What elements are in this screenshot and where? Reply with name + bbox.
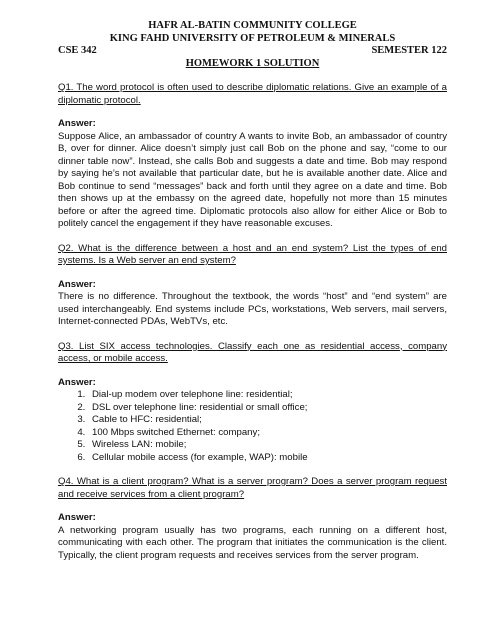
list-item: 4. 100 Mbps switched Ethernet: company;	[88, 427, 447, 440]
course-row	[58, 45, 447, 58]
answer-label-1: Answer:	[58, 118, 96, 129]
question-3: Q3. List SIX access technologies. Classify each one as residential access, company access, or mobile access.	[58, 340, 447, 364]
answer-4: A networking program usually has two programs, each running on a different host, communicating with each other. The program that initiates the communication is the client. Typically, the client program requests and receives services from the server program.	[58, 524, 447, 561]
course-code: CSE 342	[58, 45, 97, 56]
question-4: Q4. What is a client program? What is a server program? Does a server program request and receive services from a client program?	[58, 476, 447, 500]
answer-2: There is no difference. Throughout the textbook, the words “host” and “end system” are used interchangeably. End systems include PCs, workstations, Web servers, mail servers, Internet-connected PDAs, WebTVs, etc.	[58, 291, 447, 327]
answer-1: Suppose Alice, an ambassador of country A wants to invite Bob, an ambassador of country B, over for dinner. Alice doesn’t simply just call Bob on the phone and say, “come to our dinner table now”. Instead, she calls Bob and suggests a date and time. Bob may respond by saying he’s not available that particular date, but he is available another date. Alice and Bob continue to send “messages” back and forth until they agree on a date and time. Bob then shows up at the embassy on the agreed date, hopefully not more than 15 minutes before or after the agreed time. Diplomatic protocols also allow for either Alice or Bob to politely cancel the engagement if they have reasonable excuses.	[58, 130, 447, 229]
answer-label-4: Answer:	[58, 512, 96, 523]
answer-label-3: Answer:	[58, 376, 96, 388]
list-item: 2. DSL over telephone line: residential or small office;	[88, 402, 447, 415]
access-technology-list	[58, 389, 447, 464]
list-item: 1. Dial-up modem over telephone line: residential;	[88, 389, 447, 402]
university-name: KING FAHD UNIVERSITY OF PETROLEUM & MINERALS	[109, 32, 396, 44]
answer-label-2: Answer:	[58, 278, 96, 290]
question-2: Q2. What is the difference between a host and an end system? List the types of end systems. Is a Web server an end system?	[58, 242, 447, 266]
question-1: Q1. The word protocol is often used to describe diplomatic relations. Give an example of a diplomatic protocol.	[58, 82, 447, 106]
list-item: 3. Cable to HFC: residential;	[88, 414, 447, 427]
college-name: HAFR AL-BATIN COMMUNITY COLLEGE	[148, 20, 357, 31]
document-title: HOMEWORK 1 SOLUTION	[185, 57, 320, 69]
semester: SEMESTER 122	[371, 45, 447, 56]
list-item: 6. Cellular mobile access (for example, WAP): mobile	[88, 452, 447, 465]
list-item: 5. Wireless LAN: mobile;	[88, 439, 447, 452]
